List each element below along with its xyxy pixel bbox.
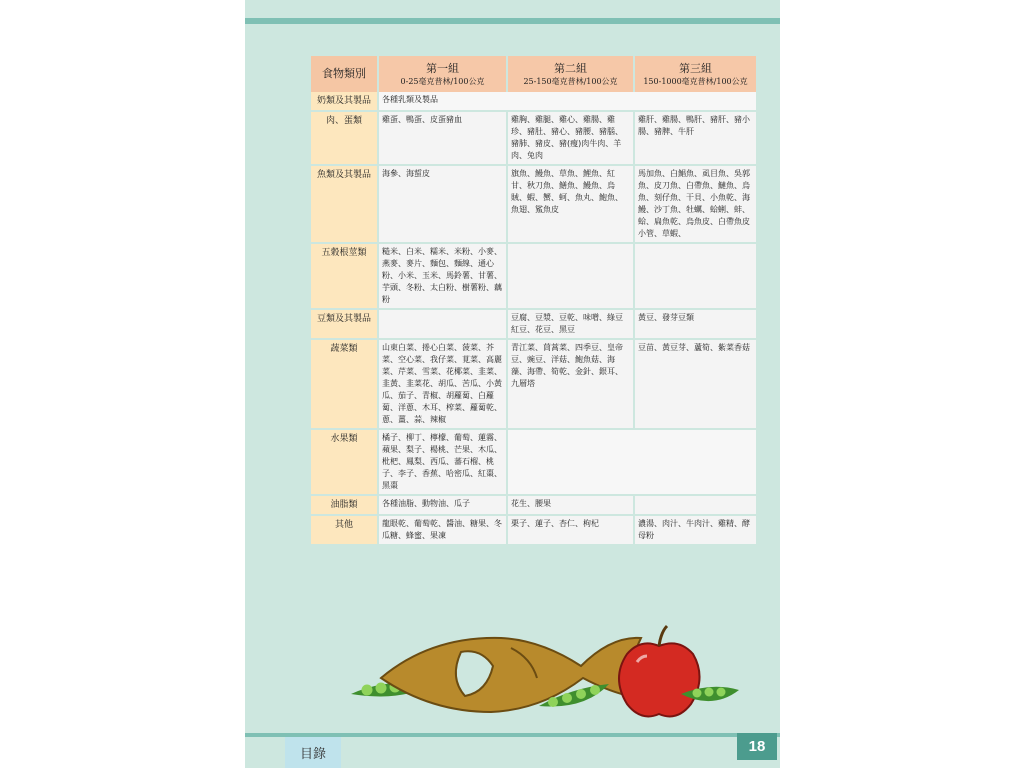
page-number: 18 xyxy=(737,733,777,760)
purine-food-table xyxy=(309,56,758,546)
table-row xyxy=(311,496,756,516)
group-1-cell: 海參、海蜇皮 xyxy=(379,166,506,244)
row-category: 五穀根莖類 xyxy=(311,244,377,310)
group-2-cell: 雞胸、雞腿、雞心、雞腸、雞珍、豬肚、豬心、豬腰、豬腦、豬肺、豬皮、豬(瘦)肉牛肉、羊肉、兔肉 xyxy=(508,112,633,166)
page xyxy=(245,0,780,768)
row-category: 其他 xyxy=(311,516,377,546)
group-1-cell: 各種乳類及製品 xyxy=(379,92,756,112)
group-1-cell: 各種油脂、動物油、瓜子 xyxy=(379,496,506,516)
group-1-cell: 橘子、柳丁、檸檬、葡萄、蓮霧、蘋果、梨子、楊桃、芒果、木瓜、枇杷、鳳梨、西瓜、蕃石榴、桃子、李子、香蕉、哈密瓜、紅棗、黑棗 xyxy=(379,430,506,496)
group-1-cell xyxy=(379,310,506,340)
table-row xyxy=(311,92,756,112)
table-row xyxy=(311,112,756,166)
group-1-cell: 雞蛋、鴨蛋、皮蛋豬血 xyxy=(379,112,506,166)
fish-icon xyxy=(381,638,641,712)
group-3-cell: 濃湯、肉汁、牛肉汁、雞精、酵母粉 xyxy=(635,516,756,546)
table-header-row xyxy=(311,56,756,92)
group-3-cell xyxy=(635,244,756,310)
group-2-cell: 花生、腰果 xyxy=(508,496,633,516)
group-3-cell: 雞肝、雞腸、鴨肝、豬肝、豬小腸、豬脾、牛肝 xyxy=(635,112,756,166)
group-1-name: 第一組 xyxy=(426,61,459,75)
group-3-range: 150-1000毫克普林/100公克 xyxy=(643,76,748,86)
row-category: 油脂類 xyxy=(311,496,377,516)
table-row xyxy=(311,310,756,340)
group-3-name: 第三組 xyxy=(679,61,712,75)
group-3-cell xyxy=(635,496,756,516)
group-2-cell: 旗魚、鰻魚、草魚、鯉魚、紅甘、秋刀魚、鱔魚、鰻魚、烏賊、蝦、蟹、蚵、魚丸、鮑魚、魚翅、鯊魚皮 xyxy=(508,166,633,244)
group-3-cell: 馬加魚、白鯧魚、虱目魚、吳郭魚、皮刀魚、白帶魚、鰱魚、烏魚、刻仔魚、干貝、小魚乾、海鰻、沙丁魚、牡蠣、蛤蜊、蚌、蛤、扁魚乾、烏魚皮、白帶魚皮小管、草蝦、 xyxy=(635,166,756,244)
header-category: 食物類別 xyxy=(311,56,377,92)
table-row xyxy=(311,244,756,310)
group-2-cell xyxy=(508,244,633,310)
row-category: 豆類及其製品 xyxy=(311,310,377,340)
header-group-3 xyxy=(635,56,756,92)
group-3-cell: 黃豆、發芽豆類 xyxy=(635,310,756,340)
group-2-name: 第二組 xyxy=(554,61,587,75)
group-2-range: 25-150毫克普林/100公克 xyxy=(523,76,618,86)
row-category: 蔬菜類 xyxy=(311,340,377,430)
group-2-3-cell xyxy=(508,430,756,496)
row-category: 肉、蛋類 xyxy=(311,112,377,166)
group-1-cell: 山東白菜、捲心白菜、菠菜、芥菜、空心菜、我仔菜、莧菜、高麗菜、芹菜、雪菜、花椰菜、韭菜、韭黃、韭菜花、胡瓜、苦瓜、小黃瓜、茄子、青椒、胡蘿蔔、白蘿蔔、洋蔥、木耳、榨菜、蘿蔔乾、蔥、薑、蒜、辣椒 xyxy=(379,340,506,430)
table-row xyxy=(311,516,756,546)
group-1-cell: 龍眼乾、葡萄乾、醬油、糖果、冬瓜糖、蜂蜜、果凍 xyxy=(379,516,506,546)
toc-link[interactable]: 目錄 xyxy=(285,737,341,768)
row-category: 魚類及其製品 xyxy=(311,166,377,244)
table-row xyxy=(311,430,756,496)
row-category: 奶類及其製品 xyxy=(311,92,377,112)
table-row xyxy=(311,340,756,430)
group-1-cell: 糙米、白米、糯米、米粉、小麥、燕麥、麥片、麵包、麵線、通心粉、小米、玉米、馬鈴薯、甘薯、芋頭、冬粉、太白粉、樹薯粉、藕粉 xyxy=(379,244,506,310)
table-row xyxy=(311,166,756,244)
food-illustration xyxy=(341,618,741,728)
group-3-cell: 豆苗、黃豆芽、蘆筍、紫菜香菇 xyxy=(635,340,756,430)
group-2-cell: 豆腐、豆漿、豆乾、味噌、綠豆紅豆、花豆、黑豆 xyxy=(508,310,633,340)
group-1-range: 0-25毫克普林/100公克 xyxy=(400,76,485,86)
header-group-2 xyxy=(508,56,633,92)
row-category: 水果類 xyxy=(311,430,377,496)
header-group-1 xyxy=(379,56,506,92)
top-band xyxy=(245,18,780,24)
group-2-cell: 栗子、蓮子、杏仁、枸杞 xyxy=(508,516,633,546)
group-2-cell: 青江菜、茼蒿菜、四季豆、皇帝豆、豌豆、洋菇、鮑魚菇、海藻、海帶、筍乾、金針、銀耳、九層塔 xyxy=(508,340,633,430)
